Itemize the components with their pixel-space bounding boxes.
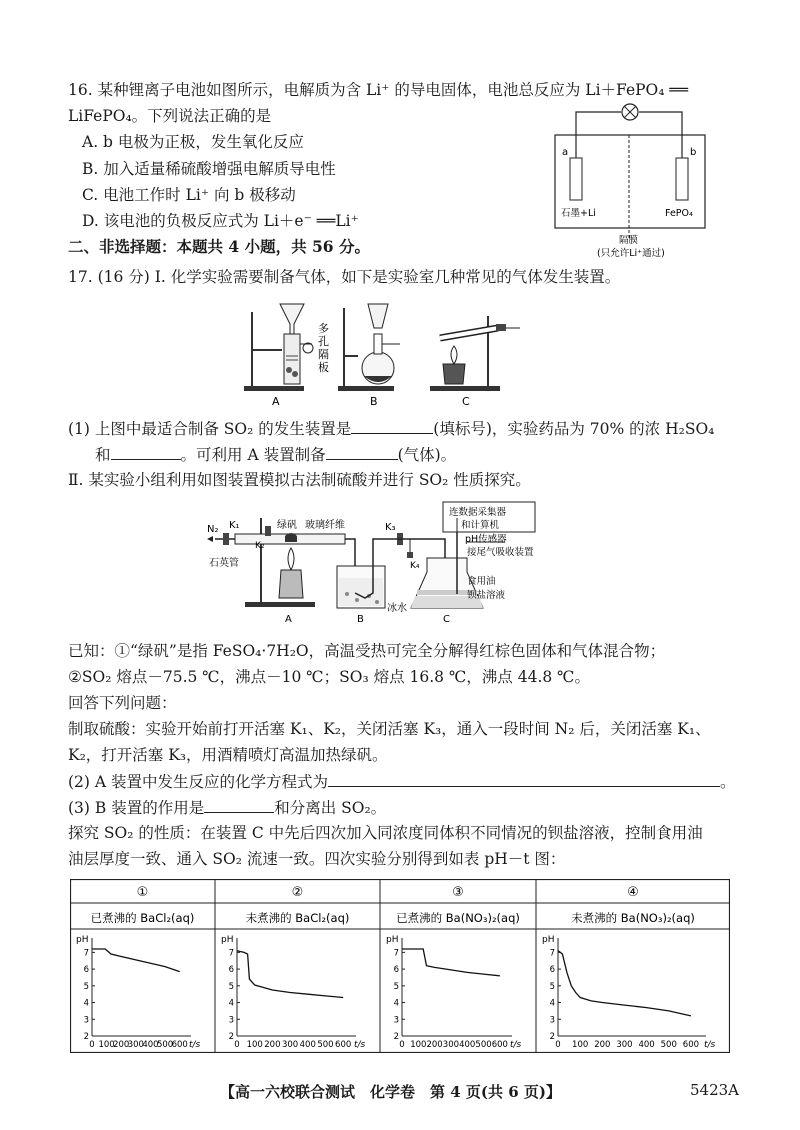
footer-code: 5423A bbox=[690, 1081, 740, 1099]
answer-prompt: 回答下列问题： bbox=[68, 694, 177, 712]
k4-label: K₄ bbox=[410, 561, 420, 571]
chart-2-xtick-label: 100 bbox=[246, 1040, 263, 1050]
answer-blank-4[interactable] bbox=[328, 771, 720, 787]
n2-label: N₂ bbox=[207, 524, 219, 535]
setup-label-a: A bbox=[285, 614, 292, 625]
chart-3-ytick-label: 2 bbox=[393, 1032, 399, 1042]
chart-4-ph-curve bbox=[558, 951, 691, 1016]
q17-part1-line1 bbox=[68, 418, 714, 439]
q17-p3-text-b: 和分离出 SO₂。 bbox=[274, 799, 387, 817]
chart-1-ytick-label: 4 bbox=[83, 998, 89, 1009]
table-condition-1: 已煮沸的 BaCl₂(aq) bbox=[90, 911, 195, 925]
collector-label-2: 和计算机 bbox=[461, 520, 500, 531]
answer-blank-3[interactable] bbox=[326, 444, 398, 460]
chart-1-ylabel: pH bbox=[76, 935, 89, 945]
porous-plate-char-1: 多 bbox=[318, 322, 329, 335]
chart-3-ytick-label: 7 bbox=[393, 948, 399, 959]
table-condition-2: 未煮沸的 BaCl₂(aq) bbox=[245, 911, 350, 925]
chart-2-xtick-label: 0 bbox=[234, 1040, 240, 1050]
apparatus-c bbox=[430, 316, 520, 391]
membrane-note: (只允许Li⁺通过) bbox=[597, 248, 665, 259]
ice-water-label: 冰水 bbox=[387, 603, 407, 614]
chart-3-xtick-label: 500 bbox=[475, 1040, 492, 1050]
chart-2-ytick-label: 4 bbox=[228, 998, 234, 1009]
procedure-line-1: 制取硫酸：实验开始前打开活塞 K₁、K₂，关闭活塞 K₃，通入一段时间 N₂ 后，关闭活塞 K₁、 bbox=[68, 720, 711, 738]
bulb-icon bbox=[622, 104, 638, 120]
chart-3-ytick-label: 4 bbox=[393, 998, 399, 1009]
q17-p1-text-e: (气体)。 bbox=[397, 446, 457, 464]
chart-3-ytick-label: 6 bbox=[393, 965, 399, 976]
membrane-label: 隔膜 bbox=[619, 235, 639, 246]
collector-label-1: 连数据采集器 bbox=[449, 507, 507, 518]
q17-part1-line2 bbox=[95, 444, 456, 465]
chart-2-xtick-label: 600 bbox=[335, 1040, 352, 1050]
chart-4-ytick-label: 4 bbox=[549, 998, 555, 1009]
chart-4-xtick-label: 0 bbox=[555, 1040, 561, 1050]
chart-4-ytick-label: 6 bbox=[549, 965, 555, 976]
q16-stem-line2: LiFePO₄。下列说法正确的是 bbox=[68, 107, 272, 125]
q17-p1-text-c: 和 bbox=[95, 446, 111, 464]
chart-1-xtick-label: 100 bbox=[98, 1040, 115, 1050]
chart-4-ytick-label: 5 bbox=[549, 981, 555, 992]
q17-p1-text-b: (填标号)，实验药品为 70% 的浓 H₂SO₄ bbox=[433, 420, 715, 438]
chart-3-xtick-label: 0 bbox=[399, 1040, 405, 1050]
apparatus-b bbox=[338, 304, 400, 391]
known-1: 已知：①“绿矾”是指 FeSO₄·7H₂O，高温受热可完全分解得红棕色固体和气体混合物； bbox=[68, 642, 666, 660]
chart-3-ytick-label: 5 bbox=[393, 981, 399, 992]
k2-label: K₂ bbox=[255, 541, 265, 551]
q16-option-b: B. 加入适量稀硫酸增强电解质导电性 bbox=[82, 160, 336, 178]
chart-4-xtick-label: 300 bbox=[616, 1040, 633, 1050]
setup-label-b: B bbox=[357, 614, 364, 625]
chart-4-ytick-label: 7 bbox=[549, 948, 555, 959]
chart-2-ytick-label: 7 bbox=[228, 948, 234, 959]
procedure-line-2: K₂，打开活塞 K₃，用酒精喷灯高温加热绿矾。 bbox=[68, 746, 388, 764]
chart-3-xtick-label: 300 bbox=[442, 1040, 460, 1050]
q17-p1-text-d: 。可利用 A 装置制备 bbox=[180, 446, 326, 464]
battery-diagram bbox=[545, 100, 715, 265]
chart-1-xtick-label: 600 bbox=[171, 1040, 188, 1050]
glass-fiber-label: 玻璃纤维 bbox=[305, 520, 345, 531]
apparatus-a bbox=[244, 304, 313, 391]
chart-4-xtick-label: 600 bbox=[682, 1040, 700, 1050]
q17-p3-text-a: (3) B 装置的作用是 bbox=[68, 799, 205, 817]
right-electrode-material: FePO₄ bbox=[665, 208, 693, 219]
chart-3-ylabel: pH bbox=[386, 935, 399, 945]
chart-2-xtick-label: 500 bbox=[317, 1040, 334, 1050]
chart-4-xtick-label: 100 bbox=[572, 1040, 589, 1050]
sulfuric-acid-setup-figure bbox=[205, 498, 585, 630]
table-condition-4: 未煮沸的 Ba(NO₃)₂(aq) bbox=[571, 911, 695, 925]
porous-plate-char-4: 板 bbox=[318, 361, 329, 374]
chart-3-xtick-label: 100 bbox=[410, 1040, 427, 1050]
k3-label: K₃ bbox=[385, 522, 396, 533]
chart-2-ytick-label: 2 bbox=[228, 1032, 234, 1042]
porous-plate-char-2: 孔 bbox=[318, 335, 329, 348]
chart-1-xlabel: t/s bbox=[189, 1040, 201, 1050]
q17-p1-text-a: (1) 上图中最适合制备 SO₂ 的发生装置是 bbox=[68, 420, 352, 438]
chart-1-ytick-label: 3 bbox=[83, 1015, 89, 1026]
chart-1-xtick-label: 400 bbox=[142, 1040, 159, 1050]
chart-2-xtick-label: 300 bbox=[281, 1040, 299, 1050]
chart-2-xtick-label: 200 bbox=[264, 1040, 281, 1050]
chart-3-xtick-label: 600 bbox=[491, 1040, 508, 1050]
chart-3-ytick-label: 3 bbox=[393, 1015, 399, 1026]
chart-1-ytick-label: 6 bbox=[83, 965, 89, 976]
table-header-2: ② bbox=[291, 885, 304, 900]
table-condition-3: 已煮沸的 Ba(NO₃)₂(aq) bbox=[396, 911, 520, 925]
known-2: ②SO₂ 熔点－75.5 ℃，沸点－10 ℃；SO₃ 熔点 16.8 ℃，沸点 44.8 ℃。 bbox=[68, 668, 591, 686]
chart-2-ytick-label: 3 bbox=[228, 1015, 234, 1026]
chart-2-xtick-label: 400 bbox=[299, 1040, 316, 1050]
apparatus-label-a: A bbox=[272, 395, 280, 408]
q16-stem-line1: 16. 某种锂离子电池如图所示，电解质为含 Li⁺ 的导电固体，电池总反应为 Li＋FePO₄ ══ bbox=[68, 81, 689, 99]
electrode-a-label: a bbox=[562, 147, 569, 158]
chart-4-xtick-label: 200 bbox=[594, 1040, 611, 1050]
chart-1-xtick-label: 300 bbox=[127, 1040, 144, 1050]
explore-line-1: 探究 SO₂ 的性质：在装置 C 中先后四次加入同浓度同体积不同情况的钡盐溶液，控制食用油 bbox=[68, 824, 703, 842]
chart-2-ph-curve bbox=[237, 951, 343, 998]
chart-2-ytick-label: 6 bbox=[228, 965, 234, 976]
ba-solution-label: 钡盐溶液 bbox=[467, 590, 506, 601]
q17-p2-end: 。 bbox=[720, 773, 736, 791]
chart-3-xtick-label: 200 bbox=[426, 1040, 443, 1050]
q17-part3-question bbox=[68, 797, 386, 818]
q16-option-a: A. b 电极为正极，发生氧化反应 bbox=[82, 133, 304, 151]
quartz-tube-label: 石英管 bbox=[209, 558, 239, 569]
table-header-4: ④ bbox=[627, 885, 639, 900]
oil-label: 食用油 bbox=[467, 576, 496, 587]
apparatus-label-c: C bbox=[462, 395, 470, 408]
q17-part2-question bbox=[68, 771, 736, 792]
ph-time-table bbox=[70, 879, 730, 1053]
gas-generators-figure bbox=[240, 294, 540, 409]
electrode-a bbox=[570, 158, 582, 200]
section-2-heading: 二、非选择题：本题共 4 小题，共 56 分。 bbox=[68, 237, 370, 256]
answer-blank-1[interactable] bbox=[351, 418, 433, 434]
chart-3-ph-curve bbox=[402, 949, 500, 976]
setup-label-c: C bbox=[443, 614, 450, 625]
porous-plate-char-3: 隔 bbox=[318, 348, 329, 361]
ph-sensor-label: pH传感器 bbox=[465, 534, 507, 545]
chart-1-ph-curve bbox=[92, 949, 180, 972]
electrode-b-label: b bbox=[690, 147, 697, 158]
chart-4-xlabel: t/s bbox=[704, 1040, 716, 1050]
answer-blank-5[interactable] bbox=[204, 797, 274, 813]
footer-title: 【高一六校联合测试 化学卷 第 4 页(共 6 页)】 bbox=[220, 1083, 561, 1101]
left-electrode-material: 石墨+Li bbox=[561, 208, 596, 219]
chart-1-xtick-label: 200 bbox=[113, 1040, 130, 1050]
table-header-1: ① bbox=[136, 885, 149, 900]
q16-option-d: D. 该电池的负极反应式为 Li＋e⁻ ══Li⁺ bbox=[82, 212, 359, 230]
apparatus-label-b: B bbox=[370, 395, 378, 408]
q17-part2-intro: Ⅱ. 某实验小组利用如图装置模拟古法制硫酸并进行 SO₂ 性质探究。 bbox=[68, 471, 531, 489]
tail-gas-label: 接尾气吸收装置 bbox=[467, 547, 534, 558]
table-header-3: ③ bbox=[452, 885, 464, 900]
chart-3-xtick-label: 400 bbox=[459, 1040, 476, 1050]
q17-p2-text: (2) A 装置中发生反应的化学方程式为 bbox=[68, 773, 329, 791]
chart-2-ylabel: pH bbox=[221, 935, 234, 945]
electrode-b bbox=[676, 158, 688, 200]
chart-2-xlabel: t/s bbox=[354, 1040, 366, 1050]
chart-4-ylabel: pH bbox=[542, 935, 555, 945]
chart-3-xlabel: t/s bbox=[510, 1040, 522, 1050]
q17-intro: 17. (16 分) Ⅰ. 化学实验需要制备气体，如下是实验室几种常见的气体发生装置。 bbox=[68, 268, 621, 286]
chart-1-xtick-label: 0 bbox=[89, 1040, 95, 1050]
k1-label: K₁ bbox=[229, 520, 240, 531]
q16-option-c: C. 电池工作时 Li⁺ 向 b 极移动 bbox=[82, 186, 296, 204]
chart-1-ytick-label: 5 bbox=[83, 981, 89, 992]
chart-4-xtick-label: 400 bbox=[638, 1040, 655, 1050]
chart-4-xtick-label: 500 bbox=[660, 1040, 677, 1050]
chart-1-xtick-label: 500 bbox=[156, 1040, 174, 1050]
chart-1-ytick-label: 2 bbox=[83, 1032, 89, 1042]
chart-1-ytick-label: 7 bbox=[83, 948, 89, 959]
lvfan-label: 绿矾 bbox=[277, 520, 297, 531]
chart-4-ytick-label: 2 bbox=[549, 1032, 555, 1042]
answer-blank-2[interactable] bbox=[111, 444, 181, 460]
chart-2-ytick-label: 5 bbox=[228, 981, 234, 992]
explore-line-2: 油层厚度一致、通入 SO₂ 流速一致。四次实验分别得到如表 pH－t 图： bbox=[68, 850, 566, 868]
chart-4-ytick-label: 3 bbox=[549, 1015, 555, 1026]
